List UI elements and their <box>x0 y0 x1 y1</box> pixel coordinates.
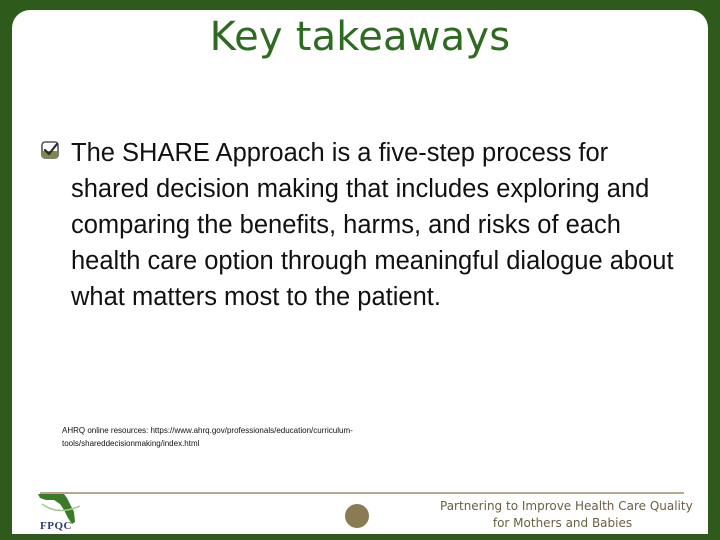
citation <box>62 424 442 450</box>
footer-dot <box>345 504 369 528</box>
tagline-line-1: Partnering to Improve Health Care Quality <box>440 499 693 513</box>
tagline-line-2: for Mothers and Babies <box>492 516 633 530</box>
citation-line-2: tools/shareddecisionmaking/index.html <box>62 439 200 448</box>
citation-line-1: AHRQ online resources: https://www.ahrq.gov/professionals/education/curriculum- <box>62 426 353 435</box>
footer-divider <box>40 492 684 494</box>
checkbox-bullet-icon <box>40 140 60 160</box>
logo-text: FPQC <box>40 520 72 532</box>
bullet-text: The SHARE Approach is a five-step process for shared decision making that includes exploring and comparing the benefits, harms, and risks of each health care option through meaningful dialogue about what matters most to the patient. <box>71 139 674 311</box>
slide-title: Key takeaways <box>209 14 511 60</box>
footer-tagline <box>440 498 693 532</box>
